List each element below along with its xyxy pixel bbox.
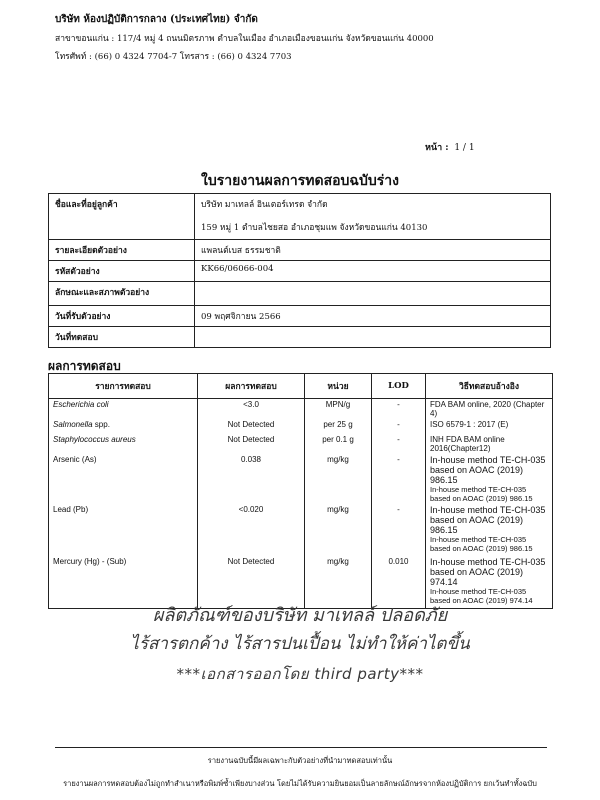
tested-label: วันที่ทดสอบ	[49, 327, 195, 348]
info-row-sample-code	[49, 261, 551, 282]
info-row-sample-detail	[49, 240, 551, 261]
col-method: วิธีทดสอบอ้างอิง	[426, 374, 553, 399]
test-item: Staphylococcus aureus	[49, 434, 198, 454]
customer-label: ชื่อและที่อยู่ลูกค้า	[49, 194, 195, 240]
footer-divider	[55, 747, 547, 748]
table-row	[49, 399, 553, 420]
test-lod: -	[372, 419, 426, 434]
sample-detail-label: รายละเอียดตัวอย่าง	[49, 240, 195, 261]
sample-condition-value	[195, 282, 551, 306]
customer-value	[195, 194, 551, 240]
test-item: Mercury (Hg) - (Sub)	[49, 556, 198, 608]
customer-name: บริษัท มาเทลล์ อินเตอร์เทรด จำกัด	[201, 200, 328, 210]
test-result: <0.020	[198, 504, 305, 556]
test-lod: -	[372, 504, 426, 556]
overlay-claim-line-1: ผลิตภัณฑ์ของบริษัท มาเทลล์ ปลอดภัย	[152, 605, 448, 626]
method-main: In-house method TE-CH-035 based on AOAC (2019) 974.14	[430, 557, 546, 587]
test-unit: mg/kg	[305, 504, 372, 556]
received-label: วันที่รับตัวอย่าง	[49, 306, 195, 327]
test-method: ISO 6579-1 : 2017 (E)	[426, 419, 553, 434]
test-method	[426, 504, 553, 556]
sample-code-value: KK66/06066-004	[195, 261, 551, 282]
test-method: INH FDA BAM online 2016(Chapter12)	[426, 434, 553, 454]
info-row-sample-condition	[49, 282, 551, 306]
method-sub: In-house method TE-CH-035 based on AOAC (2019) 986.15	[430, 485, 533, 503]
overlay-claim-line-3: ***เอกสารออกโดย third party***	[176, 665, 424, 683]
test-lod: -	[372, 434, 426, 454]
method-sub: In-house method TE-CH-035 based on AOAC (2019) 974.14	[430, 587, 533, 605]
footer-note-1: รายงานฉบับนี้มีผลเฉพาะกับตัวอย่างที่นำมาทดสอบเท่านั้น	[207, 756, 393, 765]
customer-info-table	[48, 193, 551, 348]
col-unit: หน่วย	[305, 374, 372, 399]
table-row	[49, 434, 553, 454]
branch-address: สาขาขอนแก่น : 117/4 หมู่ 4 ถนนมิตรภาพ ตำบลในเมือง อำเภอเมืองขอนแก่น จังหวัดขอนแก่น 40000	[55, 34, 434, 44]
sample-code-label: รหัสตัวอย่าง	[49, 261, 195, 282]
test-unit: per 25 g	[305, 419, 372, 434]
test-unit: mg/kg	[305, 556, 372, 608]
test-item: Lead (Pb)	[49, 504, 198, 556]
company-name: บริษัท ห้องปฏิบัติการกลาง (ประเทศไทย) จำกัด	[55, 14, 258, 25]
test-unit: MPN/g	[305, 399, 372, 420]
test-method: FDA BAM online, 2020 (Chapter 4)	[426, 399, 553, 420]
method-sub: In-house method TE-CH-035 based on AOAC (2019) 986.15	[430, 535, 533, 553]
report-title: ใบรายงานผลการทดสอบฉบับร่าง	[201, 173, 399, 189]
page-label: หน้า :	[425, 143, 449, 153]
test-result: 0.038	[198, 454, 305, 504]
info-row-received	[49, 306, 551, 327]
test-item: Salmonella spp.	[49, 419, 198, 434]
test-result: Not Detected	[198, 556, 305, 608]
test-lod: -	[372, 454, 426, 504]
method-main: In-house method TE-CH-035 based on AOAC (2019) 986.15	[430, 505, 546, 535]
test-item: Escherichia coli	[49, 399, 198, 420]
test-method	[426, 454, 553, 504]
table-row	[49, 419, 553, 434]
test-result: Not Detected	[198, 434, 305, 454]
test-result: <3.0	[198, 399, 305, 420]
page-value: 1 / 1	[454, 143, 475, 153]
phone-fax: โทรศัพท์ : (66) 0 4324 7704-7 โทรสาร : (66) 0 4324 7703	[55, 52, 292, 62]
test-item: Arsenic (As)	[49, 454, 198, 504]
results-table	[48, 373, 553, 609]
sample-detail-value: แพลนต์เบส ธรรมชาติ	[195, 240, 551, 261]
test-result: Not Detected	[198, 419, 305, 434]
customer-address: 159 หมู่ 1 ตำบลไชยสอ อำเภอชุมแพ จังหวัดขอนแก่น 40130	[201, 223, 428, 233]
overlay-claim-line-2: ไร้สารตกค้าง ไร้สารปนเปื้อน ไม่ทำให้ค่าไตขึ้น	[130, 634, 470, 654]
table-row	[49, 504, 553, 556]
page-number	[425, 140, 475, 154]
received-value: 09 พฤศจิกายน 2566	[195, 306, 551, 327]
col-result: ผลการทดสอบ	[198, 374, 305, 399]
method-main: In-house method TE-CH-035 based on AOAC (2019) 986.15	[430, 455, 546, 485]
test-unit: mg/kg	[305, 454, 372, 504]
results-heading: ผลการทดสอบ	[48, 359, 121, 373]
results-header-row	[49, 374, 553, 399]
test-lod: 0.010	[372, 556, 426, 608]
info-row-customer	[49, 194, 551, 240]
tested-value	[195, 327, 551, 348]
table-row	[49, 454, 553, 504]
col-lod: LOD	[372, 374, 426, 399]
test-unit: per 0.1 g	[305, 434, 372, 454]
footer-note-2: รายงานผลการทดสอบต้องไม่ถูกทำสำเนาหรือพิมพ์ซ้ำเพียงบางส่วน โดยไม่ได้รับความยินยอมเป็นลายลักษณ์อักษรจากห้องปฏิบัติการ ยกเว้นทำทั้งฉบับ	[63, 779, 537, 788]
col-item: รายการทดสอบ	[49, 374, 198, 399]
info-row-tested	[49, 327, 551, 348]
sample-condition-label: ลักษณะและสภาพตัวอย่าง	[49, 282, 195, 306]
test-lod: -	[372, 399, 426, 420]
